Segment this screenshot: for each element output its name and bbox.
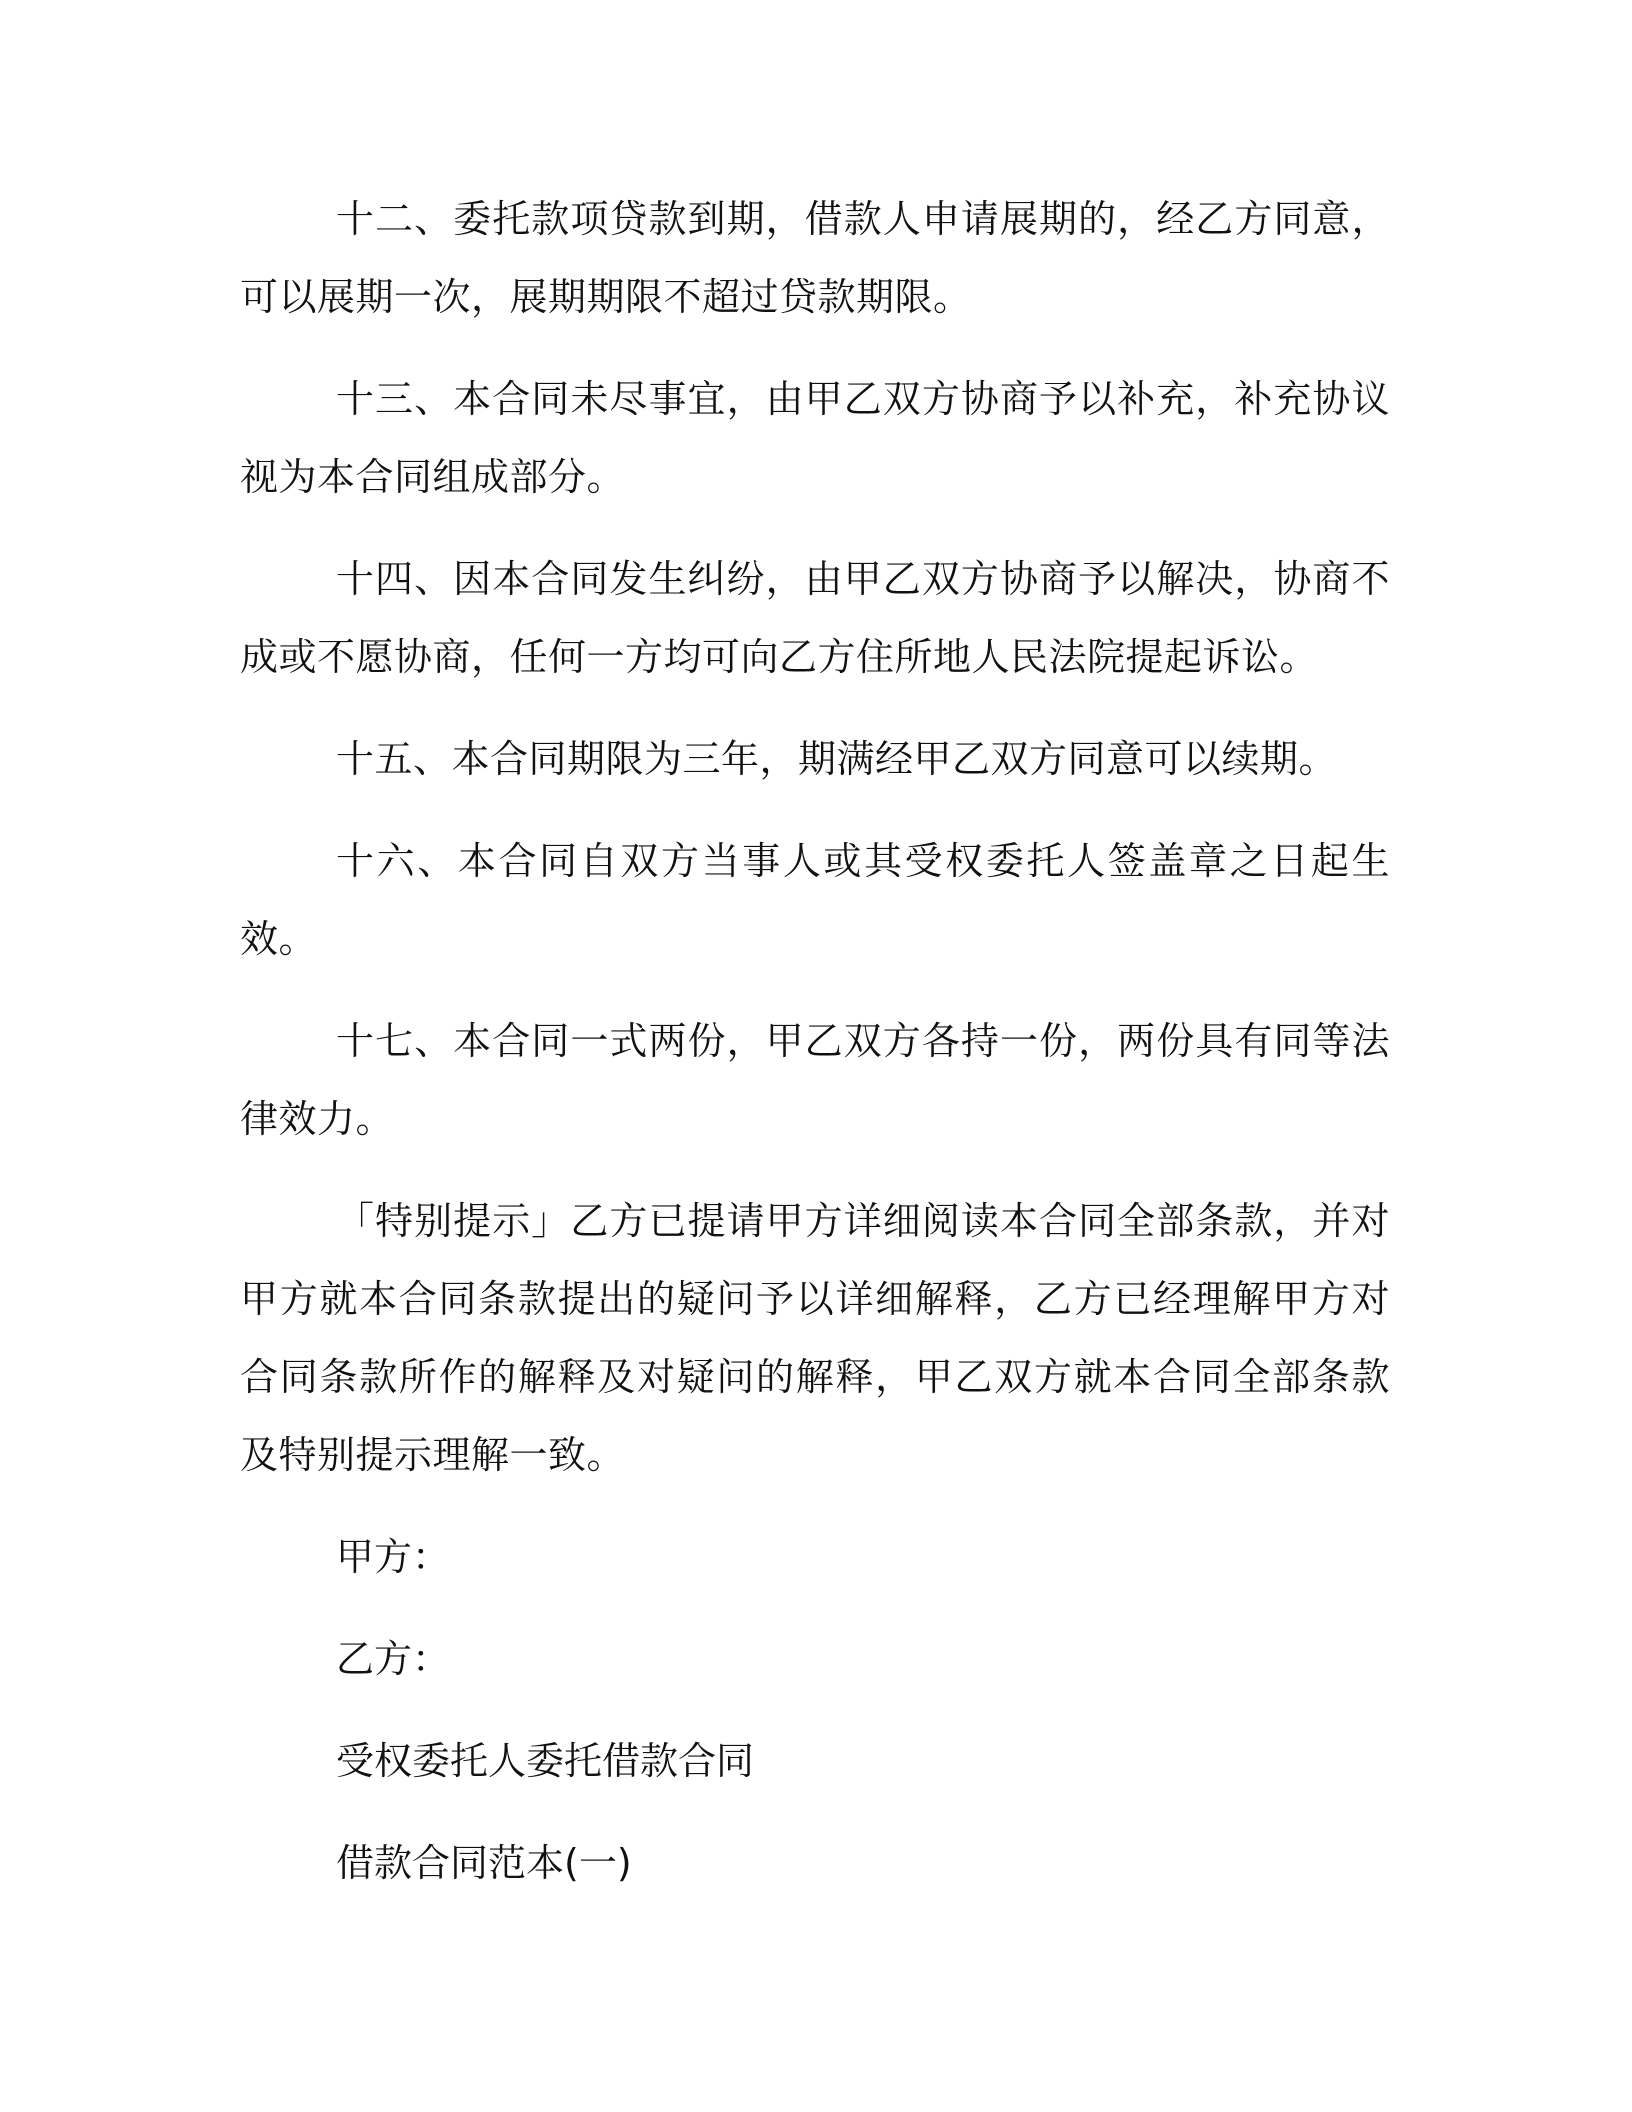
clause-13: 十三、本合同未尽事宜，由甲乙双方协商予以补充，补充协议视为本合同组成部分。 [240, 377, 1390, 499]
document-page [240, 180, 1390, 1902]
clause-17: 十七、本合同一式两份，甲乙双方各持一份，两份具有同等法律效力。 [240, 1019, 1390, 1141]
party-a-label: 甲方： [336, 1535, 451, 1579]
title-line-2: 借款合同范本(一) [336, 1841, 632, 1885]
clause-12: 十二、委托款项贷款到期，借款人申请展期的，经乙方同意，可以展期一次，展期期限不超过贷款期限。 [240, 197, 1390, 319]
clause-15: 十五、本合同期限为三年，期满经甲乙双方同意可以续期。 [336, 737, 1338, 781]
title-line-1: 受权委托人委托借款合同 [336, 1739, 755, 1783]
special-notice: 「特别提示」乙方已提请甲方详细阅读本合同全部条款，并对甲方就本合同条款提出的疑问予以详细解释，乙方已经理解甲方对合同条款所作的解释及对疑问的解释，甲乙双方就本合同全部条款及特别提示理解一致。 [240, 1199, 1390, 1477]
clause-14: 十四、因本合同发生纠纷，由甲乙双方协商予以解决，协商不成或不愿协商，任何一方均可向乙方住所地人民法院提起诉讼。 [240, 557, 1390, 679]
party-b-label: 乙方： [336, 1637, 451, 1681]
clause-16: 十六、本合同自双方当事人或其受权委托人签盖章之日起生效。 [240, 839, 1390, 961]
